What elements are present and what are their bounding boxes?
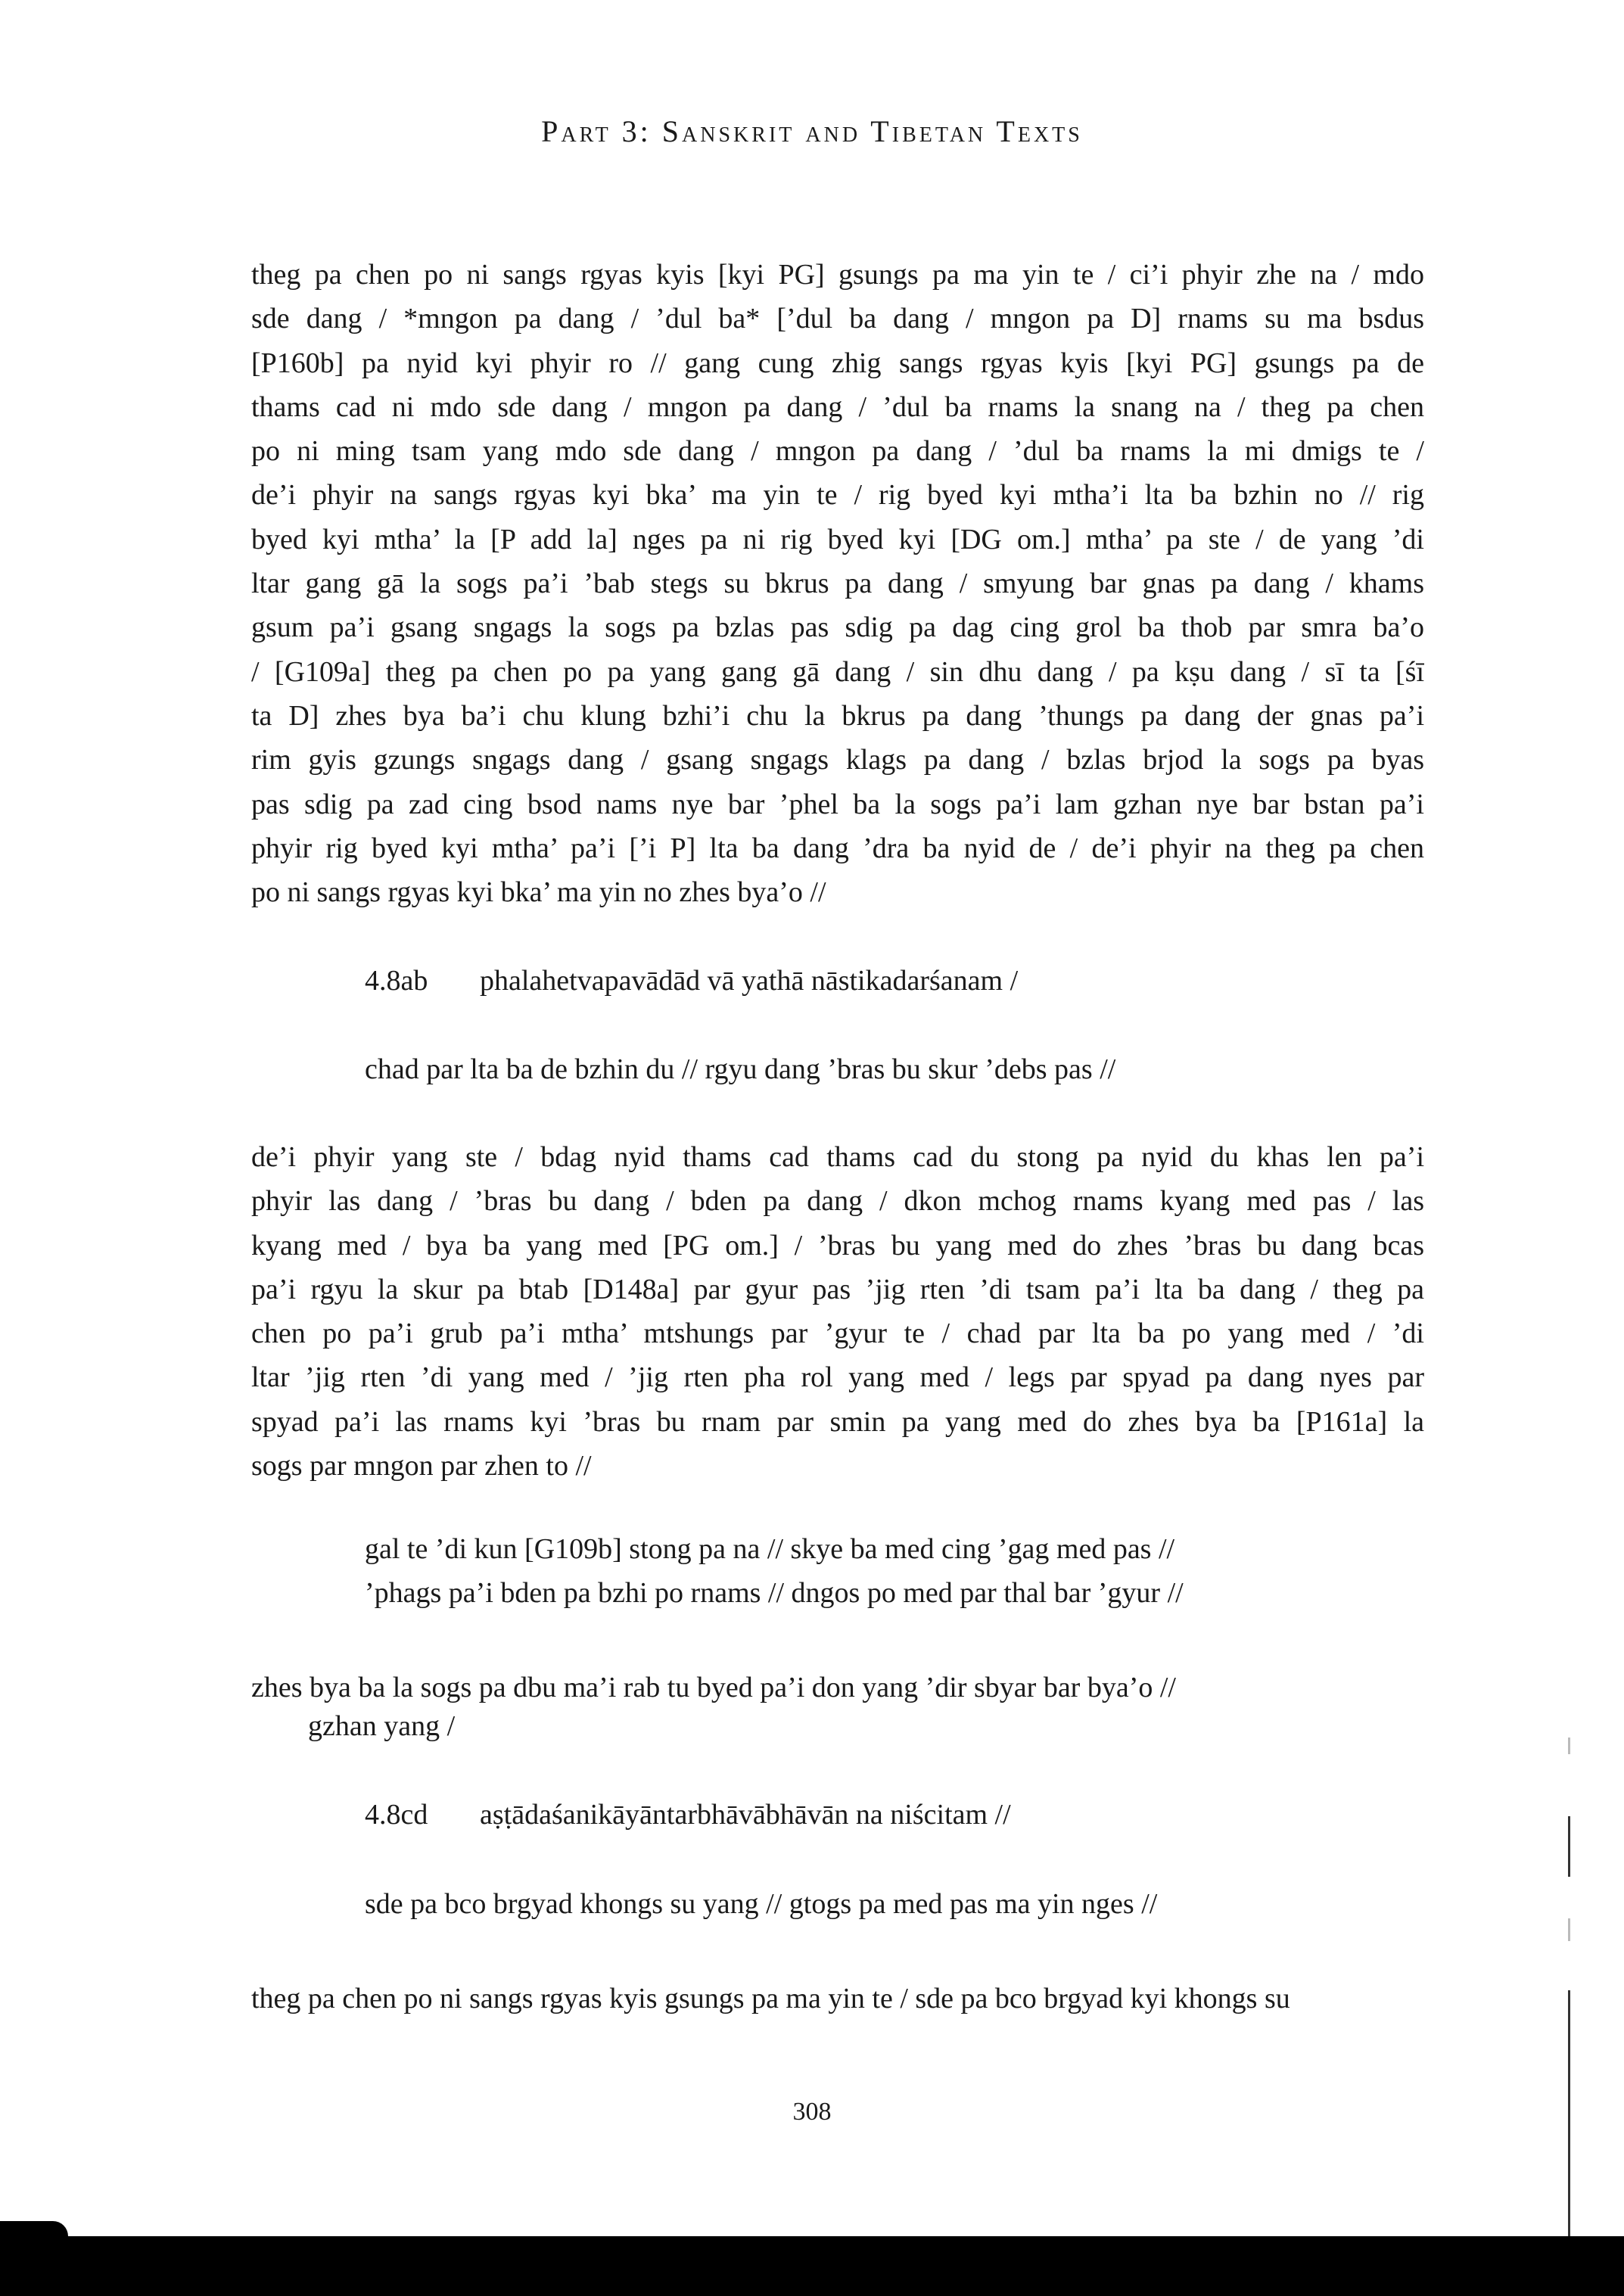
verse-number: 4.8cd bbox=[365, 1799, 428, 1831]
text-line: sde dang / *mngon pa dang / ’dul ba* [’dul ba dang / mngon pa D] rnams su ma bsdus bbox=[251, 303, 1424, 335]
text-line: zhes bya ba la sogs pa dbu ma’i rab tu byed pa’i don yang ’dir sbyar bar bya’o // bbox=[251, 1672, 1176, 1703]
verse-4-8cd-tibetan: sde pa bco brgyad khongs su yang // gtogs pa med pas ma yin nges // bbox=[365, 1888, 1158, 1920]
text-line: rim gyis gzungs sngags dang / gsang sngags klags pa dang / bzlas brjod la sogs pa byas bbox=[251, 744, 1424, 776]
text-line: byed kyi mtha’ la [P add la] nges pa ni rig byed kyi [DG om.] mtha’ pa ste / de yang ’di bbox=[251, 523, 1424, 555]
running-header: Part 3: Sanskrit and Tibetan Texts bbox=[541, 114, 1083, 148]
text-line: [P160b] pa nyid kyi phyir ro // gang cung zhig sangs rgyas kyis [kyi PG] gsungs pa de bbox=[251, 347, 1424, 379]
verse-4-8ab-tibetan: chad par lta ba de bzhin du // rgyu dang ’bras bu skur ’debs pas // bbox=[365, 1053, 1116, 1085]
text-line: / [G109a] theg pa chen po pa yang gang gā dang / sin dhu dang / pa kṣu dang / sī ta [śī bbox=[251, 655, 1424, 688]
text-line: po ni ming tsam yang mdo sde dang / mngon pa dang / ’dul ba rnams la mi dmigs te / bbox=[251, 435, 1424, 468]
text-line: gsum pa’i gsang sngags la sogs pa bzlas pas sdig pa dag cing grol ba thob par smra ba’o bbox=[251, 611, 1424, 644]
paragraph-4 bbox=[251, 1977, 1424, 2021]
text-line: ltar gang gā la sogs pa’i ’bab stegs su bkrus pa dang / smyung bar gnas pa dang / khams bbox=[251, 568, 1424, 600]
text-line: sogs par mngon par zhen to // bbox=[251, 1450, 592, 1482]
verse-text: aṣṭādaśanikāyāntarbhāvābhāvān na niścitam // bbox=[480, 1799, 1011, 1831]
verse-4-8cd-sanskrit bbox=[365, 1798, 1011, 1831]
verse-number: 4.8ab bbox=[365, 965, 428, 997]
text-line: de’i phyir yang ste / bdag nyid thams cad thams cad du stong pa nyid du khas len pa’i bbox=[251, 1141, 1424, 1173]
text-line: phyir las dang / ’bras bu dang / bden pa dang / dkon mchog rnams kyang med pas / las bbox=[251, 1185, 1424, 1218]
verse-text: phalahetvapavādād vā yathā nāstikadarśanam / bbox=[480, 965, 1019, 997]
paragraph-3-continuation: gzhan yang / bbox=[308, 1710, 456, 1742]
scan-artifact bbox=[1568, 1990, 1570, 2240]
text-line: po ni sangs rgyas kyi bka’ ma yin no zhes bya’o // bbox=[251, 876, 826, 909]
scan-artifact bbox=[1568, 1738, 1570, 1754]
scan-edge bbox=[0, 2236, 1624, 2296]
text-line: theg pa chen po ni sangs rgyas kyis [kyi PG] gsungs pa ma yin te / ci’i phyir zhe na / mdo bbox=[251, 259, 1424, 291]
text-line: de’i phyir na sangs rgyas kyi bka’ ma yin te / rig byed kyi mtha’i lta ba bzhin no // rig bbox=[251, 479, 1424, 512]
text-line: ta D] zhes bya ba’i chu klung bzhi’i chu la bkrus pa dang ’thungs pa dang der gnas pa’i bbox=[251, 699, 1424, 732]
paragraph-3 bbox=[251, 1666, 1424, 1710]
text-line: pa’i rgyu la skur pa btab [D148a] par gyur pas ’jig rten ’di tsam pa’i lta ba dang / theg pa bbox=[251, 1273, 1424, 1305]
text-line: kyang med / bya ba yang med [PG om.] / ’bras bu yang med do zhes ’bras bu dang bcas bbox=[251, 1229, 1424, 1262]
text-line: phyir rig byed kyi mtha’ pa’i [’i P] lta ba dang ’dra ba nyid de / de’i phyir na theg pa chen bbox=[251, 832, 1424, 864]
verse-4-8ab-sanskrit bbox=[365, 964, 1018, 997]
paragraph-2 bbox=[251, 1135, 1424, 1488]
text-line: pas sdig pa zad cing bsod nams nye bar ’phel ba la sogs pa’i lam gzhan nye bar bstan pa’i bbox=[251, 788, 1424, 820]
scan-artifact bbox=[1568, 1918, 1570, 1941]
text-line: spyad pa’i las rnams kyi ’bras bu rnam par smin pa yang med do zhes bya ba [P161a] la bbox=[251, 1405, 1424, 1438]
text-line: thams cad ni mdo sde dang / mngon pa dang / ’dul ba rnams la snang na / theg pa chen bbox=[251, 390, 1424, 423]
text-line: ltar ’jig rten ’di yang med / ’jig rten pha rol yang med / legs par spyad pa dang nyes par bbox=[251, 1361, 1424, 1394]
text-line: theg pa chen po ni sangs rgyas kyis gsungs pa ma yin te / sde pa bco brgyad kyi khongs su bbox=[251, 1983, 1290, 2014]
quoted-verse-line-1: gal te ’di kun [G109b] stong pa na // skye ba med cing ’gag med pas // bbox=[365, 1533, 1175, 1565]
scan-artifact bbox=[1568, 1816, 1570, 1877]
paragraph-1 bbox=[251, 253, 1424, 914]
quoted-verse-line-2: ’phags pa’i bden pa bzhi po rnams // dngos po med par thal bar ’gyur // bbox=[365, 1577, 1184, 1609]
page-number: 308 bbox=[792, 2098, 832, 2126]
scan-edge bbox=[0, 2221, 68, 2238]
text-line: chen po pa’i grub pa’i mtha’ mtshungs par ’gyur te / chad par lta ba po yang med / ’di bbox=[251, 1318, 1424, 1350]
